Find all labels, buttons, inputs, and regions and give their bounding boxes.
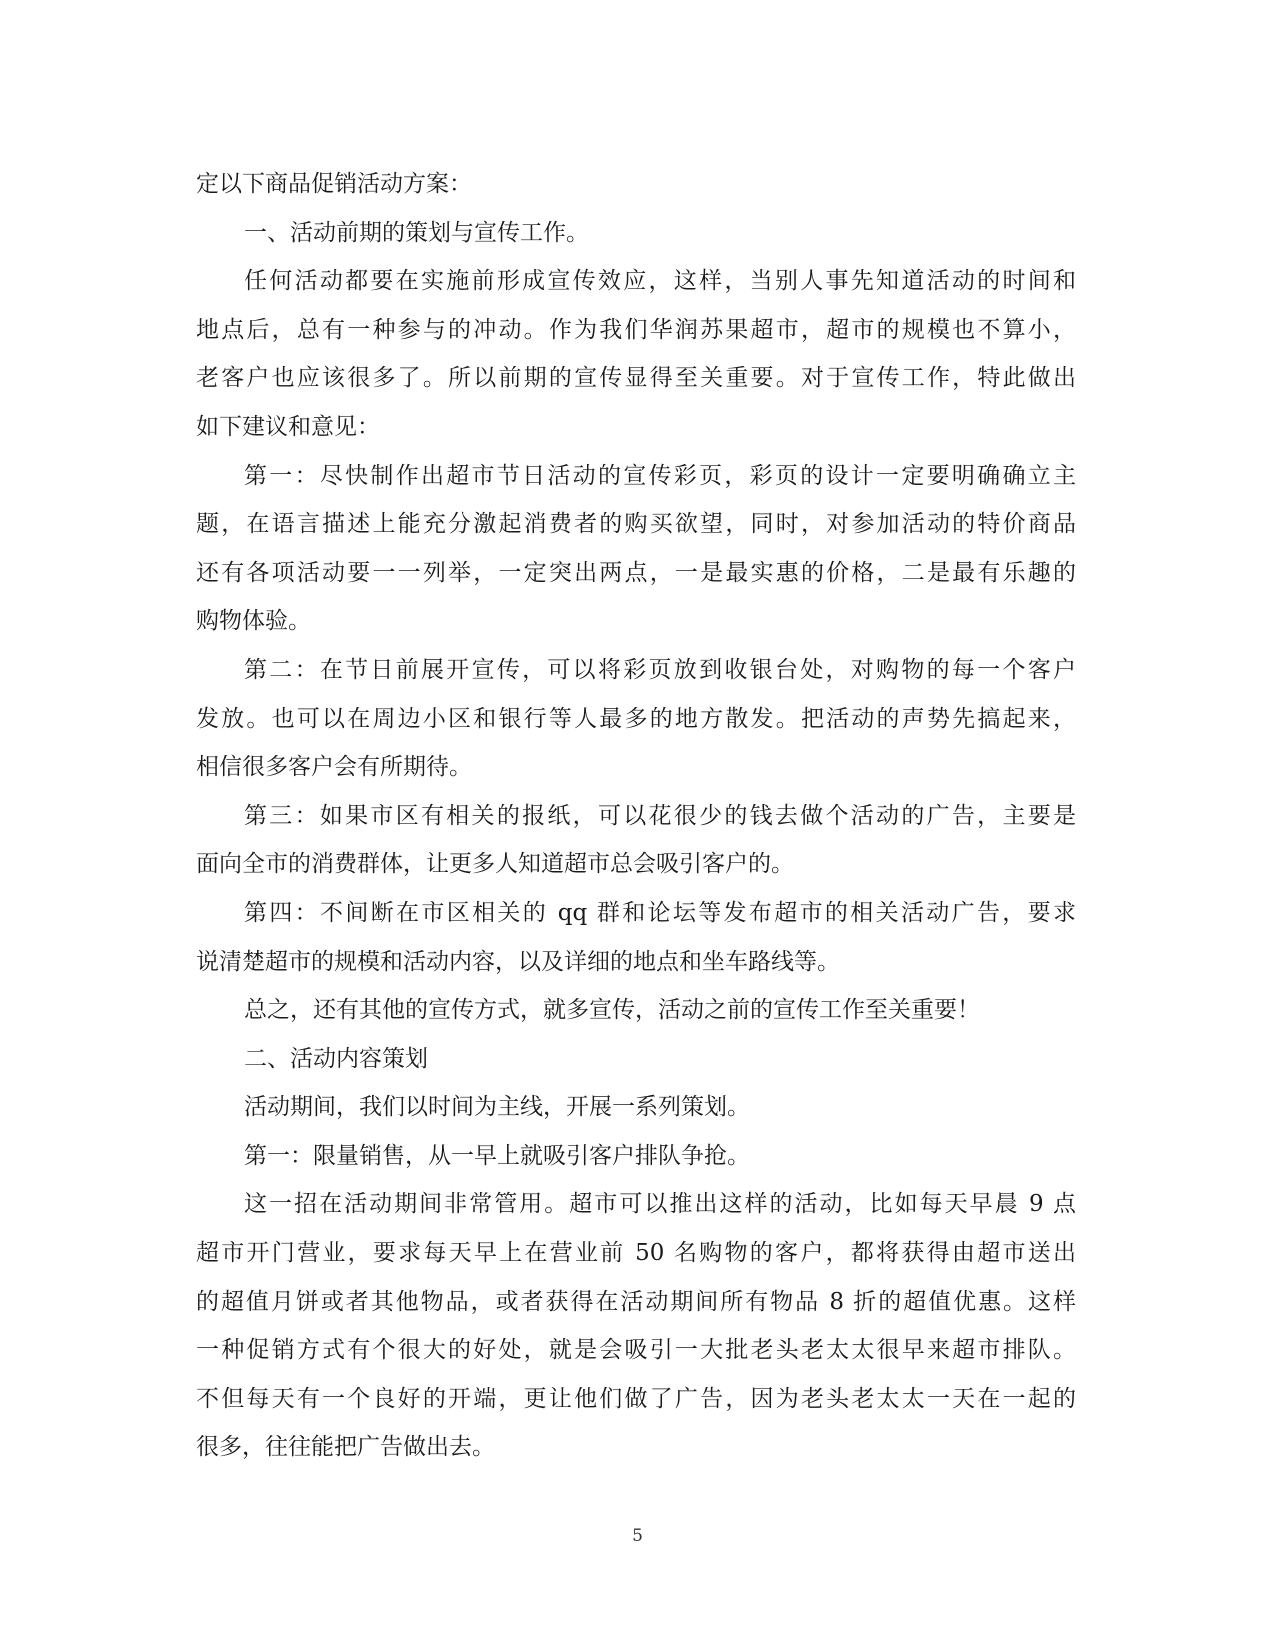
text-line: 说清楚超市的规模和活动内容，以及详细的地点和坐车路线等。	[196, 948, 840, 975]
text-line: 这一招在活动期间非常管用。超市可以推出这样的活动，比如每天早晨 9 点	[244, 1191, 1076, 1218]
text-line: 总之，还有其他的宣传方式，就多宣传，活动之前的宣传工作至关重要！	[244, 997, 980, 1024]
text-line: 第四：不间断在市区相关的 qq 群和论坛等发布超市的相关活动广告，要求	[244, 899, 1076, 926]
text-line: 任何活动都要在实施前形成宣传效应，这样，当别人事先知道活动的时间和	[244, 268, 1076, 295]
text-line: 如下建议和意见：	[196, 413, 380, 440]
text-line: 第二：在节日前展开宣传，可以将彩页放到收银台处，对购物的每一个客户	[244, 656, 1076, 683]
text-line: 第三：如果市区有相关的报纸，可以花很少的钱去做个活动的广告，主要是	[244, 802, 1076, 829]
text-line: 发放。也可以在周边小区和银行等人最多的地方散发。把活动的声势先搞起来，	[196, 705, 1076, 732]
text-line: 面向全市的消费群体，让更多人知道超市总会吸引客户的。	[196, 851, 794, 878]
page-number: 5	[632, 1526, 643, 1546]
text-line: 题，在语言描述上能充分激起消费者的购买欲望，同时，对参加活动的特价商品	[196, 511, 1076, 538]
text-line: 的超值月饼或者其他物品，或者获得在活动期间所有物品 8 折的超值优惠。这样	[196, 1288, 1076, 1315]
text-line: 购物体验。	[196, 608, 311, 635]
text-line: 很多，往往能把广告做出去。	[196, 1434, 495, 1461]
text-line: 定以下商品促销活动方案：	[196, 171, 472, 197]
text-line: 老客户也应该很多了。所以前期的宣传显得至关重要。对于宣传工作，特此做出	[196, 365, 1076, 392]
text-line: 活动期间，我们以时间为主线，开展一系列策划。	[244, 1094, 750, 1121]
text-line: 第一：限量销售，从一早上就吸引客户排队争抢。	[244, 1142, 750, 1169]
text-line: 超市开门营业，要求每天早上在营业前 50 名购物的客户，都将获得由超市送出	[196, 1240, 1076, 1267]
text-line: 地点后，总有一种参与的冲动。作为我们华润苏果超市，超市的规模也不算小，	[196, 316, 1076, 343]
text-line: 相信很多客户会有所期待。	[196, 754, 472, 781]
document-body	[196, 160, 1076, 1472]
text-line: 第一：尽快制作出超市节日活动的宣传彩页，彩页的设计一定要明确确立主	[244, 462, 1076, 489]
text-line: 二、活动内容策划	[244, 1045, 428, 1072]
text-line: 不但每天有一个良好的开端，更让他们做了广告，因为老头老太太一天在一起的	[196, 1385, 1076, 1412]
text-line: 还有各项活动要一一列举，一定突出两点，一是最实惠的价格，二是最有乐趣的	[196, 559, 1076, 586]
text-line: 一、活动前期的策划与宣传工作。	[244, 219, 589, 246]
text-line: 一种促销方式有个很大的好处，就是会吸引一大批老头老太太很早来超市排队。	[196, 1337, 1076, 1364]
